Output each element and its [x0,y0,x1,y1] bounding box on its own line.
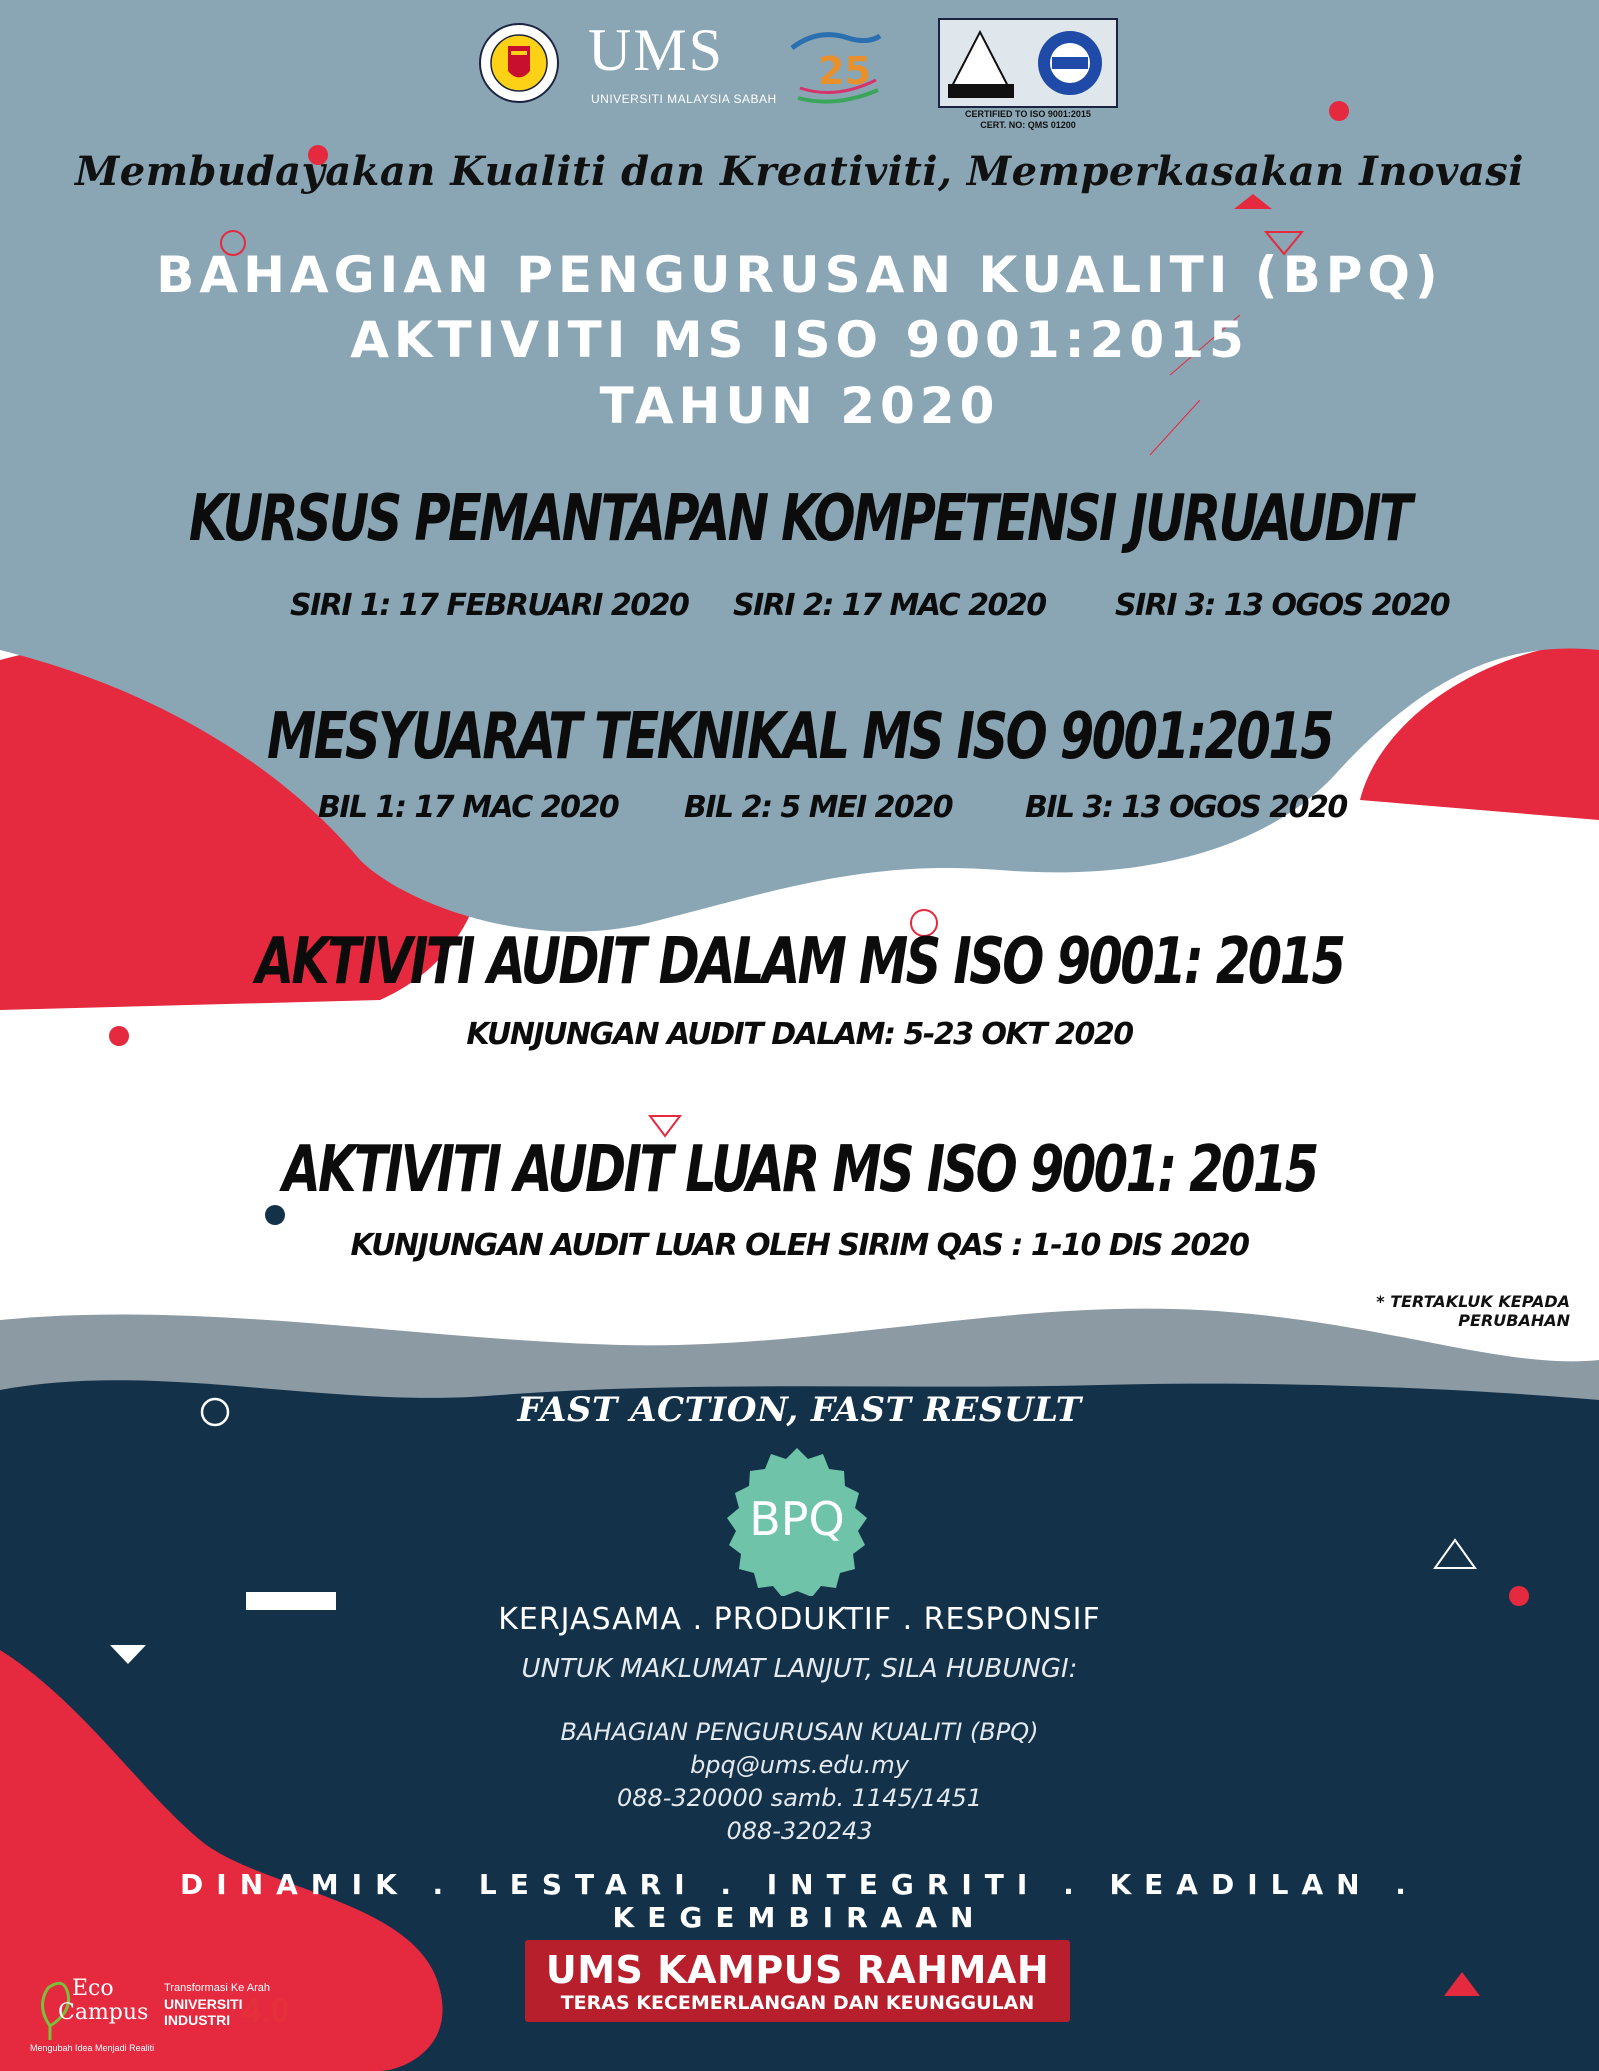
core-values: KERJASAMA . PRODUKTIF . RESPONSIF [498,1602,1101,1637]
uni-industri-number: 4.0 [242,1992,290,2030]
kursus-date-3: SIRI 3: 13 OGOS 2020 [1115,588,1450,623]
motto: DINAMIK . LESTARI . INTEGRITI . KEADILAN . KEGEMBIRAAN [180,1868,1419,1934]
navy-dot [265,1205,285,1225]
tagline: Membudayakan Kualiti dan Kreativiti, Memperkasakan Inovasi [75,148,1524,195]
title-line-1: BAHAGIAN PENGURUSAN KUALITI (BPQ) [156,246,1443,304]
mesyuarat-date-1: BIL 1: 17 MAC 2020 [318,790,619,825]
mesyuarat-date-3: BIL 3: 13 OGOS 2020 [1025,790,1347,825]
kursus-date-2: SIRI 2: 17 MAC 2020 [733,588,1046,623]
audit-dalam-title: AKTIVITI AUDIT DALAM MS ISO 9001: 2015 [255,925,1344,999]
red-dot [1329,101,1349,121]
sirim-iqnet-icon [940,20,1116,106]
iso-certified-line: CERTIFIED TO ISO 9001:2015 [965,109,1091,119]
eco-campus-tagline: Mengubah Idea Menjadi Realiti [30,2043,155,2053]
mesyuarat-date-2: BIL 2: 5 MEI 2020 [684,790,953,825]
anniversary-25-logo [788,28,884,108]
uni-industri-word-1: UNIVERSITI [164,1996,243,2012]
ums-crest-logo [478,16,560,111]
subject-to-change-note: * TERTAKLUK KEPADA PERUBAHAN [1376,1292,1570,1330]
title-line-2: AKTIVITI MS ISO 9001:2015 [350,311,1249,369]
kursus-date-1: SIRI 1: 17 FEBRUARI 2020 [290,588,689,623]
uni-industri-small-text: Transformasi Ke Arah [164,1982,270,1994]
audit-luar-title: AKTIVITI AUDIT LUAR MS ISO 9001: 2015 [282,1133,1317,1207]
iso-certification-logo [938,18,1118,108]
kampus-rahmah-banner [525,1940,1070,2022]
banner-main-text: UMS KAMPUS RAHMAH [545,1948,1050,1992]
eco-campus-word-2: Campus [58,2000,149,2025]
contact-lead: UNTUK MAKLUMAT LANJUT, SILA HUBUNGI: [521,1654,1078,1684]
eco-campus-word-1: Eco [72,1976,114,2001]
header-logos [470,14,1150,130]
contact-phone-2: 088-320243 [726,1817,873,1845]
bpq-badge-label: BPQ [749,1492,845,1546]
uni-industri-word-2: INDUSTRI [164,2012,231,2028]
audit-dalam-detail: KUNJUNGAN AUDIT DALAM: 5-23 OKT 2020 [466,1017,1133,1052]
contact-email[interactable]: bpq@ums.edu.my [690,1751,909,1779]
footer-slogan: FAST ACTION, FAST RESULT [517,1390,1082,1430]
ums-full-name: UNIVERSITI MALAYSIA SABAH [591,92,777,106]
banner-sub-text: TERAS KECEMERLANGAN DAN KEUNGGULAN [560,1992,1035,2014]
mesyuarat-title: MESYUARAT TEKNIKAL MS ISO 9001:2015 [267,700,1332,774]
iso-cert-number: CERT. NO: QMS 01200 [980,120,1076,130]
audit-luar-detail: KUNJUNGAN AUDIT LUAR OLEH SIRIM QAS : 1-10 DIS 2020 [350,1228,1249,1263]
svg-text:25: 25 [818,49,871,93]
ums-wordmark: UMS [588,17,725,83]
contact-org: BAHAGIAN PENGURUSAN KUALITI (BPQ) [560,1718,1039,1746]
contact-phone-1: 088-320000 samb. 1145/1451 [616,1784,983,1812]
title-line-3: TAHUN 2020 [599,377,1000,435]
kursus-title: KURSUS PEMANTAPAN KOMPETENSI JURUAUDIT [188,482,1411,556]
contact-info [0,1716,1599,1848]
